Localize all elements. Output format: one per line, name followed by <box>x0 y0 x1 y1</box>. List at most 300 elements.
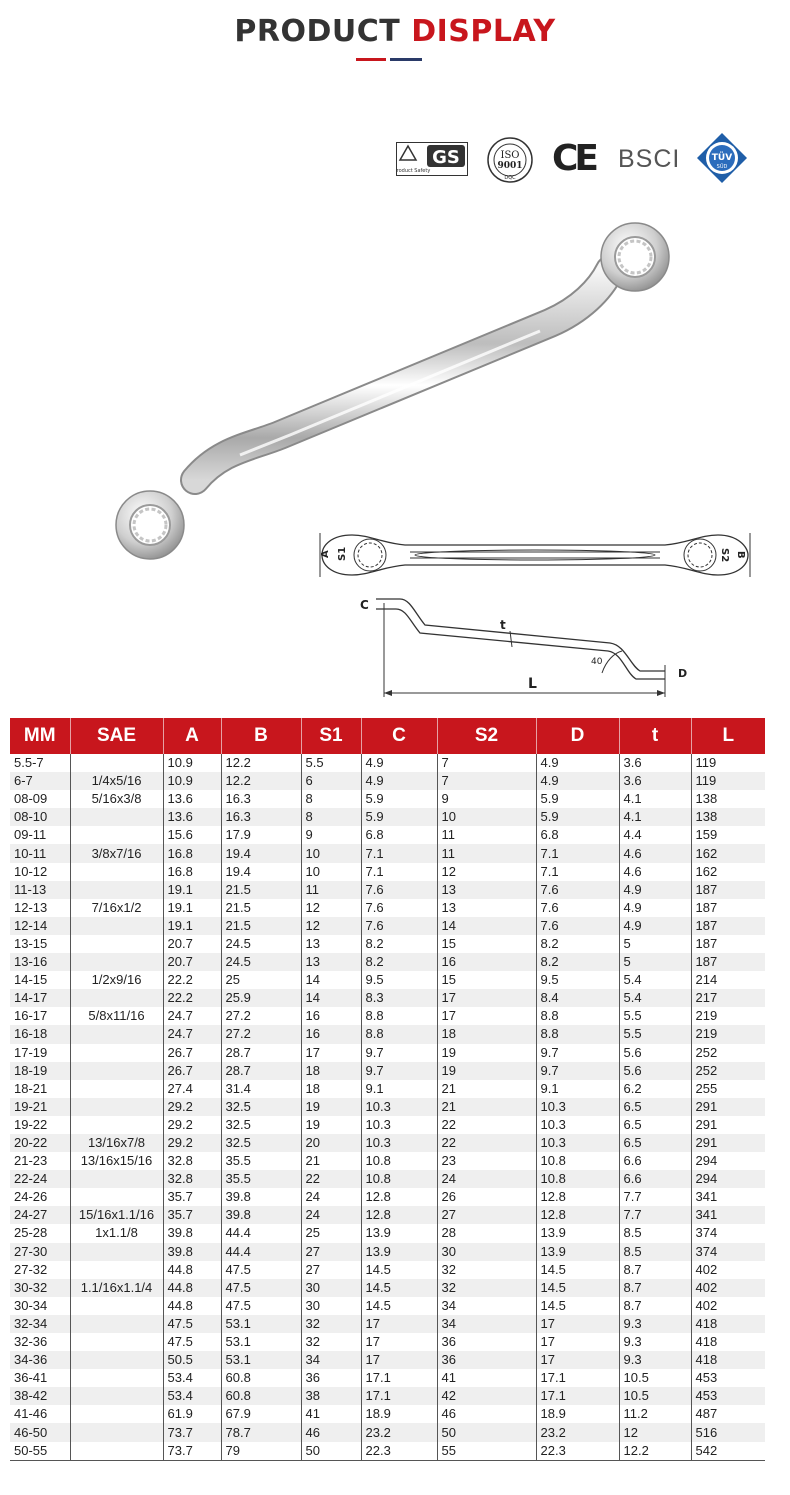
table-row <box>10 1188 765 1206</box>
column-header-mm: MM <box>10 718 70 754</box>
table-cell-mm: 25-28 <box>10 1224 70 1242</box>
table-cell-sae <box>70 881 163 899</box>
table-cell-mm: 09-11 <box>10 826 70 844</box>
table-cell-sae <box>70 1098 163 1116</box>
table-cell-sae <box>70 1025 163 1043</box>
table-cell-s2: 34 <box>437 1297 536 1315</box>
table-cell-mm: 19-21 <box>10 1098 70 1116</box>
table-cell-mm: 12-14 <box>10 917 70 935</box>
table-cell-l: 374 <box>691 1243 765 1261</box>
table-cell-sae: 13/16x15/16 <box>70 1152 163 1170</box>
table-cell-a: 19.1 <box>163 881 221 899</box>
table-cell-sae <box>70 1387 163 1405</box>
table-cell-d: 13.9 <box>536 1243 619 1261</box>
table-cell-d: 10.8 <box>536 1152 619 1170</box>
table-cell-b: 32.5 <box>221 1134 301 1152</box>
table-cell-t: 8.5 <box>619 1243 691 1261</box>
table-row <box>10 971 765 989</box>
iso-number: 9001 <box>497 161 523 171</box>
table-cell-s1: 34 <box>301 1351 361 1369</box>
table-row <box>10 917 765 935</box>
table-row <box>10 1243 765 1261</box>
table-cell-d: 5.9 <box>536 790 619 808</box>
table-cell-b: 35.5 <box>221 1170 301 1188</box>
table-cell-c: 8.8 <box>361 1007 437 1025</box>
table-cell-d: 17 <box>536 1333 619 1351</box>
table-cell-b: 28.7 <box>221 1062 301 1080</box>
table-cell-t: 4.4 <box>619 826 691 844</box>
table-cell-a: 50.5 <box>163 1351 221 1369</box>
table-cell-s1: 38 <box>301 1387 361 1405</box>
table-cell-s1: 32 <box>301 1333 361 1351</box>
gs-text: GS <box>432 147 460 168</box>
table-cell-mm: 46-50 <box>10 1423 70 1441</box>
table-cell-l: 214 <box>695 972 718 988</box>
table-cell-mm: 32-34 <box>10 1315 70 1333</box>
table-cell-a: 16.8 <box>163 863 221 881</box>
table-cell-mm: 30-34 <box>10 1297 70 1315</box>
table-cell-a: 47.5 <box>163 1333 221 1351</box>
table-cell-l: 119 <box>691 772 765 790</box>
table-cell-a: 29.2 <box>163 1116 221 1134</box>
table-cell-a: 24.7 <box>163 1025 221 1043</box>
table-cell-b: 27.2 <box>221 1007 301 1025</box>
table-cell-mm: 12-13 <box>10 899 70 917</box>
table-row <box>10 1405 765 1423</box>
title-word-display: DISPLAY <box>411 14 556 49</box>
label-l: L <box>528 676 537 692</box>
table-cell-mm: 10-12 <box>10 863 70 881</box>
table-cell-s1: 13 <box>301 935 361 953</box>
table-cell-d: 12.8 <box>536 1206 619 1224</box>
table-cell-a: 15.6 <box>163 826 221 844</box>
table-cell-l: 294 <box>691 1170 765 1188</box>
table-cell-t: 4.1 <box>619 808 691 826</box>
table-cell-s2: 7 <box>437 754 536 772</box>
table-cell-s1: 19 <box>301 1116 361 1134</box>
table-cell-s1: 13 <box>301 953 361 971</box>
table-cell-sae <box>70 1442 163 1461</box>
table-cell-l: 341 <box>695 1189 718 1205</box>
table-cell-t: 4.9 <box>619 899 691 917</box>
column-header-l: L <box>691 718 765 754</box>
table-cell-a: 10.9 <box>163 772 221 790</box>
table-cell-sae <box>70 808 163 826</box>
table-cell-sae <box>70 1062 163 1080</box>
table-cell-c: 8.2 <box>361 953 437 971</box>
table-cell-c: 17.1 <box>361 1369 437 1387</box>
table-cell-s1: 8 <box>301 808 361 826</box>
table-cell-s1: 5.5 <box>301 754 361 772</box>
table-cell-a: 61.9 <box>163 1405 221 1423</box>
table-cell-s2: 32 <box>437 1279 536 1297</box>
table-cell-a: 10.9 <box>163 754 221 772</box>
table-cell-d: 7.1 <box>536 844 619 862</box>
table-cell-d: 14.5 <box>536 1297 619 1315</box>
table-cell-s1: 18 <box>301 1080 361 1098</box>
table-cell-d: 8.2 <box>536 935 619 953</box>
table-cell-t: 6.6 <box>619 1152 691 1170</box>
table-cell-t: 6.6 <box>619 1170 691 1188</box>
table-cell-s2: 17 <box>437 1007 536 1025</box>
table-cell-sae <box>70 754 163 772</box>
table-cell-a: 44.8 <box>163 1261 221 1279</box>
table-cell-d: 4.9 <box>536 754 619 772</box>
table-cell-d: 17.1 <box>536 1387 619 1405</box>
table-cell-mm: 10-11 <box>10 844 70 862</box>
table-cell-b: 44.4 <box>221 1224 301 1242</box>
table-cell-d: 18.9 <box>536 1405 619 1423</box>
table-row <box>10 1152 765 1170</box>
table-cell-t: 10.5 <box>619 1369 691 1387</box>
table-row <box>10 1062 765 1080</box>
table-row <box>10 1098 765 1116</box>
table-cell-sae: 1/4x5/16 <box>70 772 163 790</box>
table-cell-b: 17.9 <box>221 826 301 844</box>
table-cell-s2: 14 <box>437 917 536 935</box>
table-cell-a: 32.8 <box>163 1170 221 1188</box>
table-cell-s1: 12 <box>301 917 361 935</box>
table-row <box>10 881 765 899</box>
table-cell-b: 32.5 <box>221 1116 301 1134</box>
table-row <box>10 1080 765 1098</box>
table-cell-c: 10.3 <box>361 1098 437 1116</box>
table-cell-s2: 36 <box>437 1351 536 1369</box>
table-cell-b: 47.5 <box>221 1261 301 1279</box>
table-cell-mm: 50-55 <box>10 1442 70 1461</box>
table-cell-t: 12 <box>619 1423 691 1441</box>
table-cell-t: 3.6 <box>619 754 691 772</box>
spec-table <box>10 718 765 1461</box>
column-header-sae: SAE <box>70 718 163 754</box>
table-row <box>10 989 765 1007</box>
table-cell-s2: 13 <box>437 899 536 917</box>
table-cell-a: 29.2 <box>163 1134 221 1152</box>
table-cell-a: 19.1 <box>163 917 221 935</box>
table-row <box>10 1297 765 1315</box>
table-cell-d: 7.6 <box>536 899 619 917</box>
table-cell-t: 9.3 <box>619 1351 691 1369</box>
table-cell-s2: 23 <box>437 1152 536 1170</box>
table-cell-l: 291 <box>691 1134 765 1152</box>
table-cell-c: 7.6 <box>361 899 437 917</box>
certification-logos <box>396 132 756 186</box>
table-cell-mm: 14-17 <box>10 989 70 1007</box>
table-cell-b: 79 <box>221 1442 301 1461</box>
label-a: A <box>320 550 331 558</box>
table-cell-l: 187 <box>695 899 718 915</box>
table-cell-sae: 1x1.1/8 <box>70 1224 163 1242</box>
label-c: C <box>360 598 369 612</box>
table-cell-sae <box>70 1423 163 1441</box>
table-cell-d: 14.5 <box>536 1279 619 1297</box>
table-row <box>10 1423 765 1441</box>
table-cell-a: 20.7 <box>163 953 221 971</box>
iso-text: ISO <box>500 150 520 161</box>
underline-red <box>356 58 386 61</box>
table-cell-a: 19.1 <box>163 899 221 917</box>
table-cell-s1: 16 <box>301 1025 361 1043</box>
table-cell-l: 119 <box>695 755 717 771</box>
table-cell-c: 14.5 <box>361 1279 437 1297</box>
table-cell-d: 17.1 <box>536 1369 619 1387</box>
gs-certification-icon <box>396 142 468 181</box>
table-cell-l: 187 <box>695 935 718 951</box>
table-cell-d: 13.9 <box>536 1224 619 1242</box>
table-cell-d: 14.5 <box>536 1261 619 1279</box>
table-row <box>10 826 765 844</box>
table-cell-d: 10.3 <box>536 1134 619 1152</box>
table-cell-s2: 21 <box>437 1098 536 1116</box>
table-cell-t: 8.5 <box>619 1224 691 1242</box>
table-cell-s1: 8 <box>301 790 361 808</box>
table-row <box>10 808 765 826</box>
table-cell-a: 26.7 <box>163 1044 221 1062</box>
table-cell-mm: 16-17 <box>10 1007 70 1025</box>
table-cell-s2: 34 <box>437 1315 536 1333</box>
table-row <box>10 863 765 881</box>
table-cell-c: 17 <box>361 1333 437 1351</box>
table-cell-a: 24.7 <box>163 1007 221 1025</box>
table-cell-b: 67.9 <box>221 1405 301 1423</box>
table-cell-c: 17.1 <box>361 1387 437 1405</box>
table-cell-l: 217 <box>691 989 765 1007</box>
table-cell-l: 138 <box>691 808 765 826</box>
table-cell-sae <box>70 1351 163 1369</box>
table-row <box>10 1134 765 1152</box>
table-row <box>10 1369 765 1387</box>
table-cell-b: 47.5 <box>221 1279 301 1297</box>
table-cell-s2: 28 <box>437 1224 536 1242</box>
label-d: D <box>678 667 688 680</box>
table-cell-mm: 16-18 <box>10 1025 70 1043</box>
table-cell-s1: 22 <box>301 1170 361 1188</box>
table-cell-l: 252 <box>695 1044 718 1060</box>
table-cell-s2: 15 <box>437 935 536 953</box>
table-cell-s2: 22 <box>437 1134 536 1152</box>
table-cell-s2: 11 <box>437 826 536 844</box>
table-cell-s1: 30 <box>301 1279 361 1297</box>
table-row <box>10 1387 765 1405</box>
table-cell-s1: 41 <box>301 1405 361 1423</box>
table-cell-sae <box>70 1315 163 1333</box>
tuv-small: SÜD <box>716 164 728 170</box>
table-cell-l: 402 <box>695 1297 718 1313</box>
table-cell-l: 402 <box>691 1279 765 1297</box>
table-cell-mm: 20-22 <box>10 1134 70 1152</box>
table-cell-c: 13.9 <box>361 1224 437 1242</box>
table-cell-t: 5 <box>619 953 691 971</box>
table-cell-s2: 42 <box>437 1387 536 1405</box>
table-cell-a: 47.5 <box>163 1315 221 1333</box>
table-cell-l: 252 <box>691 1062 765 1080</box>
table-cell-sae <box>70 1369 163 1387</box>
table-cell-d: 9.7 <box>536 1062 619 1080</box>
table-cell-b: 39.8 <box>221 1188 301 1206</box>
table-cell-t: 5.4 <box>619 989 691 1007</box>
table-cell-c: 5.9 <box>361 790 437 808</box>
table-cell-l: 138 <box>695 791 718 807</box>
table-cell-d: 17 <box>536 1351 619 1369</box>
table-cell-c: 17 <box>361 1351 437 1369</box>
table-cell-s1: 14 <box>301 989 361 1007</box>
table-cell-d: 7.6 <box>536 881 619 899</box>
table-cell-b: 21.5 <box>221 917 301 935</box>
table-cell-s2: 7 <box>437 772 536 790</box>
table-cell-b: 21.5 <box>221 881 301 899</box>
table-cell-b: 53.1 <box>221 1315 301 1333</box>
table-cell-sae <box>70 953 163 971</box>
table-cell-b: 25 <box>221 971 301 989</box>
table-cell-s2: 12 <box>437 863 536 881</box>
label-b: B <box>735 551 746 559</box>
table-cell-mm: 21-23 <box>10 1152 70 1170</box>
table-cell-t: 12.2 <box>619 1442 691 1461</box>
table-row <box>10 754 765 772</box>
page-title <box>0 14 790 49</box>
table-cell-s1: 14 <box>301 971 361 989</box>
table-cell-s2: 36 <box>437 1333 536 1351</box>
table-row <box>10 772 765 790</box>
table-cell-sae: 5/8x11/16 <box>70 1007 163 1025</box>
table-cell-sae: 3/8x7/16 <box>70 844 163 862</box>
table-cell-sae <box>70 1116 163 1134</box>
table-cell-d: 8.2 <box>536 953 619 971</box>
table-cell-mm: 13-16 <box>10 953 70 971</box>
table-cell-mm: 6-7 <box>10 772 70 790</box>
table-cell-a: 13.6 <box>163 808 221 826</box>
table-cell-l: 291 <box>691 1098 765 1116</box>
table-cell-c: 5.9 <box>361 808 437 826</box>
table-cell-d: 5.9 <box>536 808 619 826</box>
table-cell-d: 9.7 <box>536 1044 619 1062</box>
table-cell-t: 4.1 <box>619 790 691 808</box>
table-cell-d: 4.9 <box>536 772 619 790</box>
bsci-logo: BSCI <box>618 145 681 173</box>
table-cell-s2: 16 <box>437 953 536 971</box>
underline-navy <box>390 58 422 61</box>
table-cell-c: 14.5 <box>361 1297 437 1315</box>
table-cell-d: 8.4 <box>536 989 619 1007</box>
table-cell-t: 6.5 <box>619 1116 691 1134</box>
table-row <box>10 1315 765 1333</box>
table-cell-c: 17 <box>361 1315 437 1333</box>
table-cell-l: 402 <box>695 1261 718 1277</box>
table-cell-d: 9.1 <box>536 1080 619 1098</box>
table-cell-mm: 14-15 <box>10 971 70 989</box>
table-cell-t: 4.9 <box>619 881 691 899</box>
iso-9001-icon <box>486 136 534 189</box>
table-cell-t: 8.7 <box>619 1261 691 1279</box>
table-cell-l: 255 <box>695 1080 718 1096</box>
table-cell-s2: 13 <box>437 881 536 899</box>
iso-small: DQC <box>504 175 516 181</box>
table-cell-c: 14.5 <box>361 1261 437 1279</box>
table-cell-sae: 13/16x7/8 <box>70 1134 163 1152</box>
table-cell-c: 9.7 <box>361 1062 437 1080</box>
table-row <box>10 1025 765 1043</box>
table-cell-d: 7.6 <box>536 917 619 935</box>
table-cell-s1: 21 <box>301 1152 361 1170</box>
table-cell-b: 53.1 <box>221 1351 301 1369</box>
table-row <box>10 1261 765 1279</box>
table-cell-l: 418 <box>695 1334 718 1350</box>
table-row <box>10 844 765 862</box>
table-cell-b: 35.5 <box>221 1152 301 1170</box>
table-cell-sae <box>70 989 163 1007</box>
table-cell-t: 6.2 <box>619 1080 691 1098</box>
table-cell-sae <box>70 1261 163 1279</box>
table-cell-d: 23.2 <box>536 1423 619 1441</box>
table-cell-t: 6.5 <box>619 1134 691 1152</box>
table-cell-l: 418 <box>691 1315 765 1333</box>
table-cell-l: 542 <box>691 1442 765 1461</box>
table-cell-d: 17 <box>536 1315 619 1333</box>
table-cell-l: 219 <box>691 1025 765 1043</box>
table-cell-c: 10.8 <box>361 1152 437 1170</box>
label-t: t <box>500 618 506 632</box>
table-cell-b: 60.8 <box>221 1387 301 1405</box>
table-cell-l: 294 <box>695 1153 718 1169</box>
table-cell-t: 5.4 <box>619 971 691 989</box>
table-cell-c: 22.3 <box>361 1442 437 1461</box>
column-header-d: D <box>536 718 619 754</box>
table-cell-sae <box>70 826 163 844</box>
table-cell-s1: 20 <box>301 1134 361 1152</box>
table-cell-t: 7.7 <box>619 1188 691 1206</box>
ce-mark-icon: CE <box>552 138 596 179</box>
table-cell-c: 10.8 <box>361 1170 437 1188</box>
table-cell-mm: 34-36 <box>10 1351 70 1369</box>
table-cell-s1: 46 <box>301 1423 361 1441</box>
table-cell-s1: 12 <box>301 899 361 917</box>
table-cell-l: 187 <box>691 953 765 971</box>
table-cell-d: 8.8 <box>536 1007 619 1025</box>
table-cell-l: 418 <box>691 1351 765 1369</box>
table-cell-a: 35.7 <box>163 1188 221 1206</box>
table-cell-mm: 18-19 <box>10 1062 70 1080</box>
table-cell-a: 44.8 <box>163 1297 221 1315</box>
table-cell-sae <box>70 1188 163 1206</box>
table-cell-s2: 19 <box>437 1044 536 1062</box>
table-cell-c: 13.9 <box>361 1243 437 1261</box>
table-cell-mm: 08-09 <box>10 790 70 808</box>
table-cell-c: 6.8 <box>361 826 437 844</box>
table-cell-s1: 27 <box>301 1243 361 1261</box>
table-cell-l: 516 <box>691 1423 765 1441</box>
table-cell-c: 9.7 <box>361 1044 437 1062</box>
table-row <box>10 1442 765 1461</box>
table-cell-mm: 41-46 <box>10 1405 70 1423</box>
table-cell-d: 12.8 <box>536 1188 619 1206</box>
column-header-b: B <box>221 718 301 754</box>
table-cell-sae <box>70 1170 163 1188</box>
table-cell-c: 12.8 <box>361 1206 437 1224</box>
table-cell-t: 11.2 <box>619 1405 691 1423</box>
table-cell-mm: 32-36 <box>10 1333 70 1351</box>
table-cell-a: 22.2 <box>163 989 221 1007</box>
table-cell-d: 8.8 <box>536 1025 619 1043</box>
table-cell-c: 23.2 <box>361 1423 437 1441</box>
table-cell-mm: 19-22 <box>10 1116 70 1134</box>
table-row <box>10 1116 765 1134</box>
table-cell-d: 10.3 <box>536 1116 619 1134</box>
table-cell-s2: 41 <box>437 1369 536 1387</box>
table-cell-c: 10.3 <box>361 1134 437 1152</box>
table-cell-s1: 24 <box>301 1188 361 1206</box>
header-row <box>10 718 765 754</box>
table-cell-l: 341 <box>691 1206 765 1224</box>
